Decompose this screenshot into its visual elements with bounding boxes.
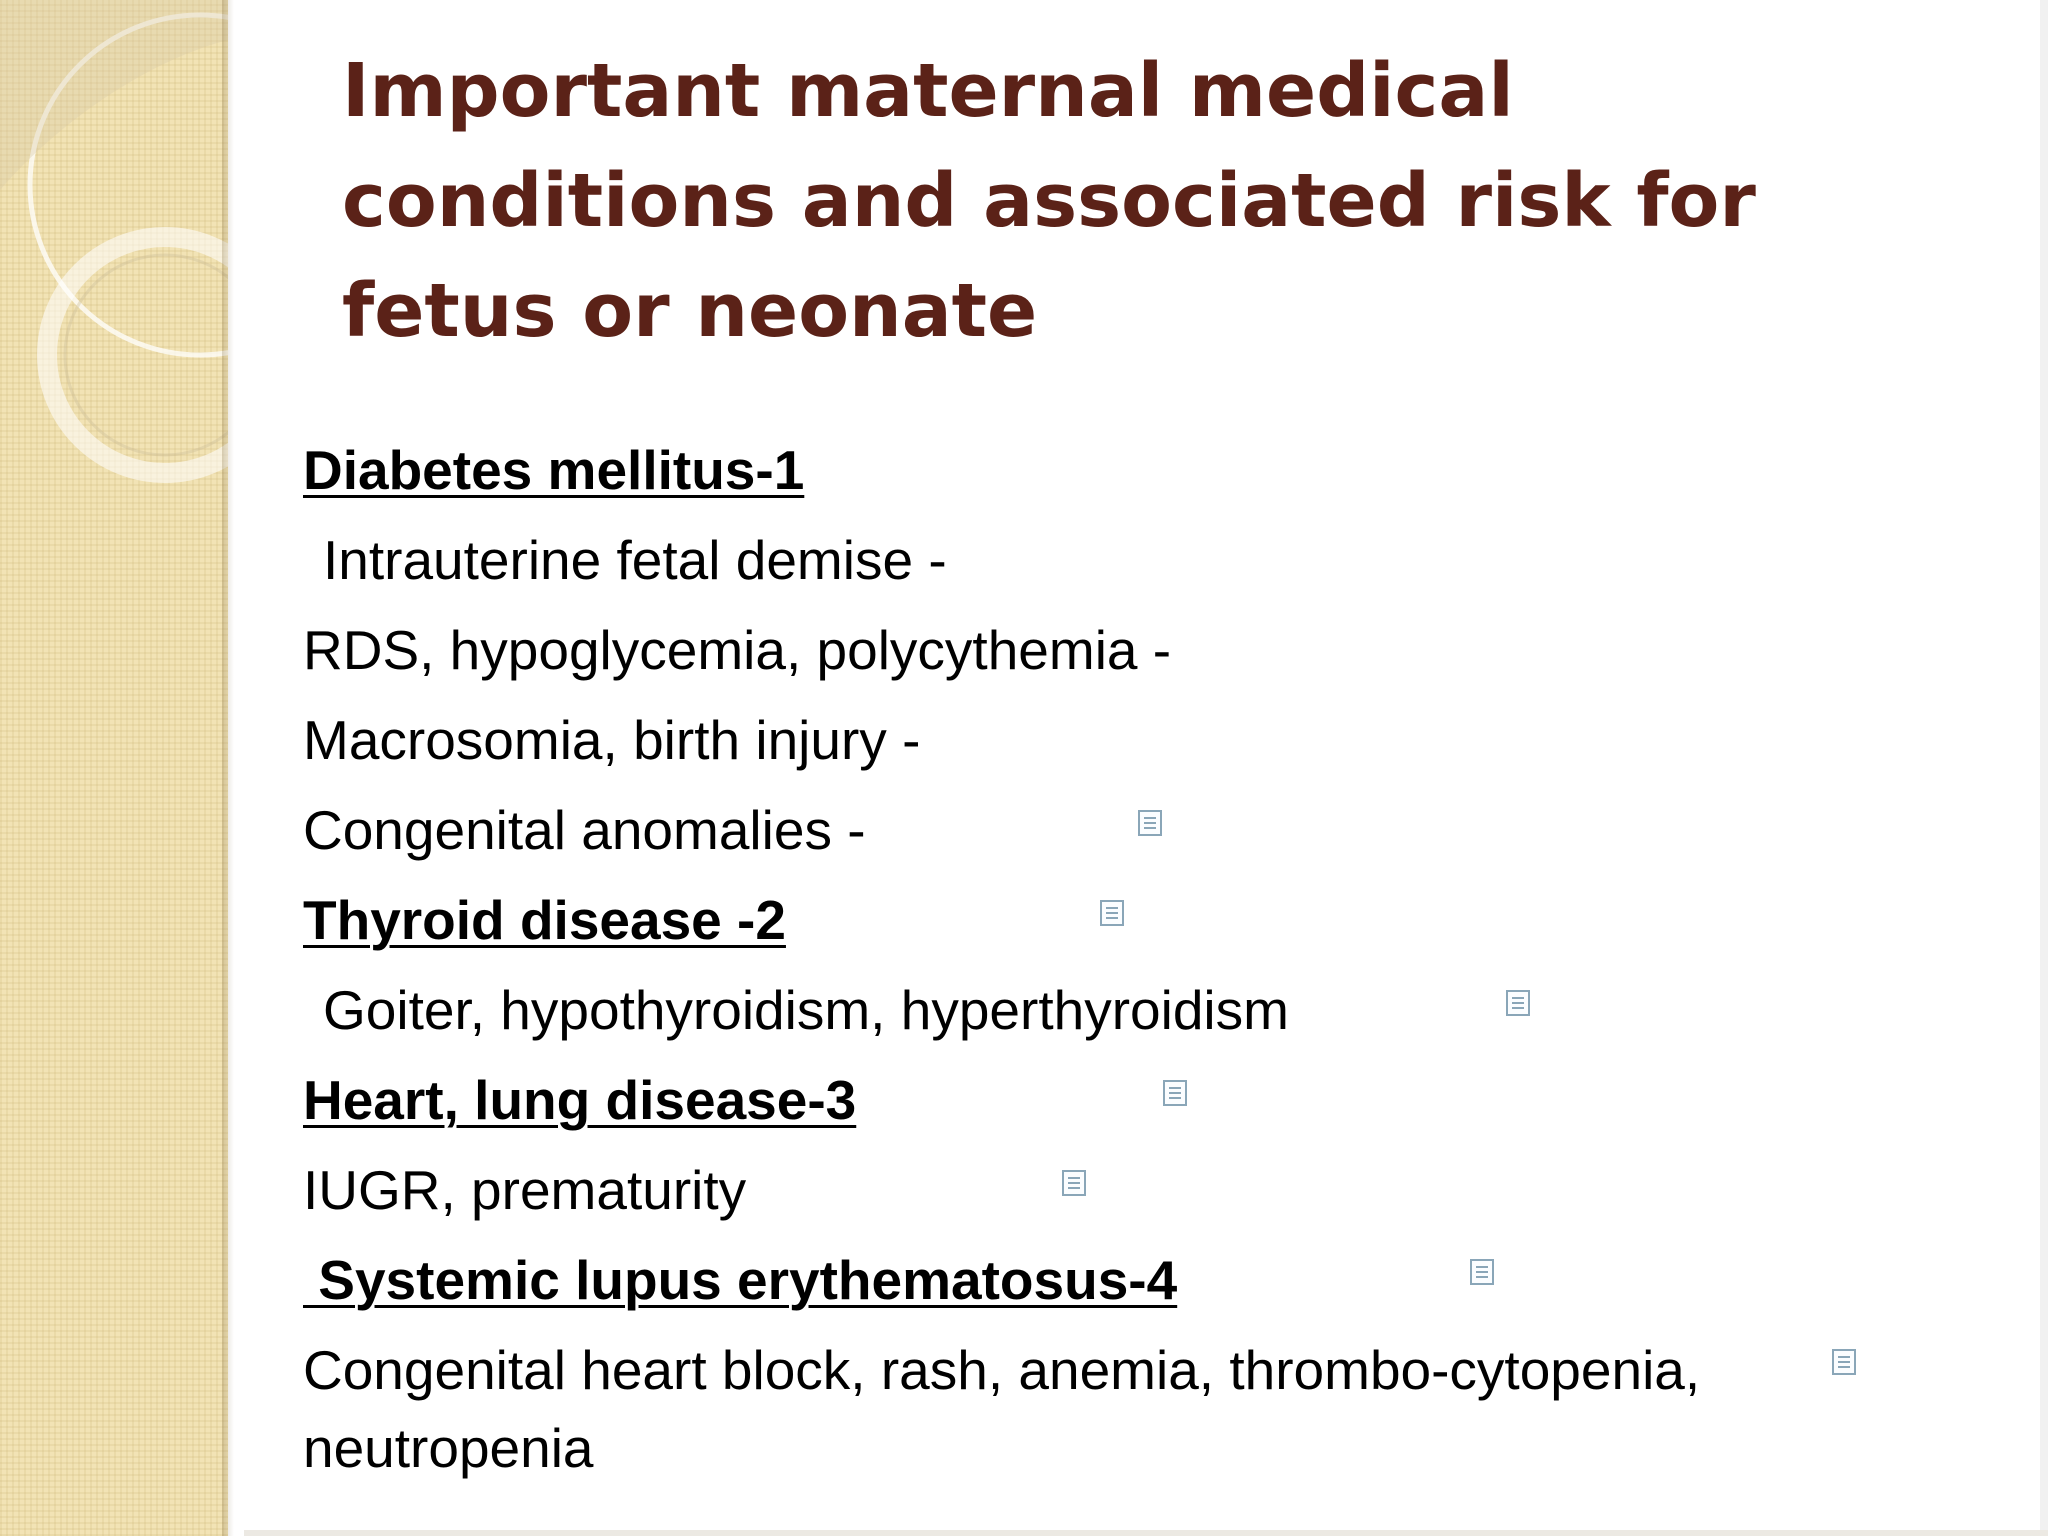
section-heading-diabetes: Diabetes mellitus-1 — [303, 439, 805, 501]
list-item: IUGR, prematurity — [303, 1159, 747, 1221]
list-item: RDS, hypoglycemia, polycythemia - — [303, 619, 1172, 681]
list-item: Congenital anomalies - — [303, 799, 866, 861]
section-heading-lupus: Systemic lupus erythematosus-4 — [303, 1249, 1178, 1311]
list-item: Congenital heart block, rash, anemia, thrombo-cytopenia, neutropenia — [303, 1339, 1701, 1479]
note-icon[interactable] — [1062, 1170, 1086, 1196]
right-edge — [2040, 0, 2048, 1536]
note-icon[interactable] — [1100, 900, 1124, 926]
section-heading-heart-lung: Heart, lung disease-3 — [303, 1069, 857, 1131]
slide-content — [303, 425, 1923, 1487]
section-heading-thyroid: Thyroid disease -2 — [303, 889, 786, 951]
list-item: Intrauterine fetal demise - — [323, 529, 947, 591]
note-icon[interactable] — [1506, 990, 1530, 1016]
note-icon[interactable] — [1832, 1349, 1856, 1375]
bottom-line — [244, 1530, 2048, 1536]
note-icon[interactable] — [1470, 1259, 1494, 1285]
side-band-shadow — [222, 0, 234, 1536]
slide-title: Important maternal medical conditions and associated risk for fetus or neonate — [342, 48, 1756, 354]
decorative-rings — [0, 0, 228, 520]
list-item: Macrosomia, birth injury - — [303, 709, 921, 771]
note-icon[interactable] — [1163, 1080, 1187, 1106]
list-item: Goiter, hypothyroidism, hyperthyroidism — [323, 979, 1289, 1041]
note-icon[interactable] — [1138, 810, 1162, 836]
